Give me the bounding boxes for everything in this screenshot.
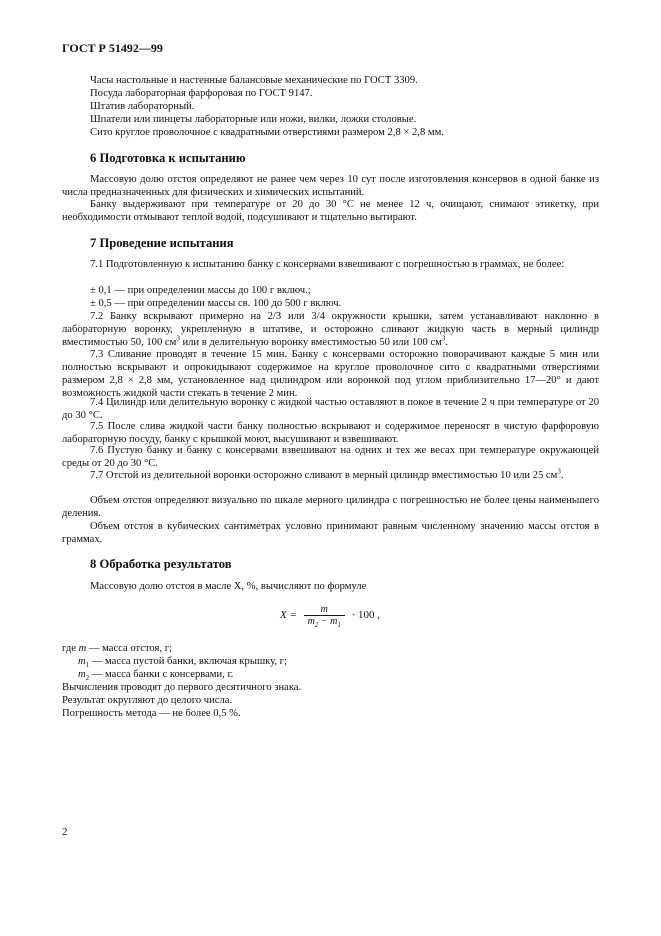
clause-7-4: 7.4 Цилиндр или делительную воронку с жидкой частью оставляют в покое в течение 2 ч при температуре от 20 до 30 °С. [62,397,599,421]
equipment-item: Часы настольные и настенные балансовые механические по ГОСТ 3309. [90,75,418,86]
clause-7-2 [62,310,599,349]
section-6-paragraph-2: Банку выдерживают при температуре от 20 до 30 °С не менее 12 ч, очищают, снимают этикетку, при необходимости отмывают теплой водой, подсушивают и тщательно вытирают. [62,199,599,223]
document-header: ГОСТ Р 51492—99 [62,41,163,55]
clause-7-7-text-a: 7.7 Отстой из делительной воронки осторожно сливают в мерный цилиндр вместимостью 10 или 25 см [90,470,558,481]
page-number: 2 [62,826,68,838]
clause-7-1-tolerance-b: ± 0,5 — при определении массы св. 100 до 500 г включ. [90,298,342,309]
formula-lhs: X = [280,609,297,622]
equipment-item: Шпатели или пинцеты лабораторные или ножи, вилки, ложки столовые. [90,114,417,125]
clause-7-9: Объем отстоя в кубических сантиметрах условно принимают равным численному значению массы отстоя в граммах. [62,521,599,545]
clause-7-3: 7.3 Сливание проводят в течение 15 мин. Банку с консервами осторожно поворачивают каждые 5 мин или полностью вскрывают и опрокидывают содержимое на круглое проволочное сито с квадратными отверстиями размером 2,8 × 2,8 мм, установленное над цилиндром или воронкой под углом приблизительно 17—20° и дают возможность жидкой части стекать в течение 2 мин. [62,349,599,399]
equipment-item: Сито круглое проволочное с квадратными отверстиями размером 2,8 × 2,8 мм. [90,127,444,138]
clause-7-5: 7.5 После слива жидкой части банку полностью вскрывают и содержимое переносят в чистую фарфоровую лабораторную посуду, банку с крышкой моют, высушивают и взвешивают. [62,421,599,445]
clause-7-1: 7.1 Подготовленную к испытанию банку с консервами взвешивают с погрешностью в граммах, не более: [90,259,565,270]
equipment-item: Штатив лабораторный. [90,101,195,112]
clause-7-7-text-b: . [560,470,564,481]
mass-fraction-formula [280,604,380,627]
section-8-title: 8 Обработка результатов [90,557,232,571]
clause-7-7 [62,469,599,482]
section-6-paragraph-1: Массовую долю отстоя определяют не ранее чем через 10 сут после изготовления консервов в одной банке из числа предназначенных для физических и химических испытаний. [62,174,599,198]
clause-7-8: Объем отстоя определяют визуально по шкале мерного цилиндра с погрешностью не более цены наименьшего деления. [62,495,599,519]
formula-fraction [304,604,345,627]
cubic-superscript: 3 [176,334,180,343]
variable-definitions [62,642,301,720]
clause-7-2-text-a: 7.2 Банку вскрывают примерно на 2/3 или 3/4 окружности крышки, затем устанавливают наклонно в лабораторную воронку, укрепленную в штативе, и осторожно сливают жидкую часть в мерный цилиндр вместимостью 50, 100 см [62,311,599,348]
formula-denominator: $m_2 - m_1$ [307,616,341,629]
equipment-item: Посуда лабораторная фарфоровая по ГОСТ 9147. [90,88,313,99]
rounding-note-2: Результат округляют до целого числа. [62,695,233,706]
cubic-superscript: 3 [557,467,561,476]
definition-m1: $m_1$ — масса пустой банки, включая крышку, г; [78,656,287,670]
cubic-superscript: 3 [441,334,446,343]
formula-numerator: m [304,604,345,616]
clause-7-2-text-c: . [445,337,448,348]
definition-m: где m — масса отстоя, г; [62,643,172,654]
section-6-title: 6 Подготовка к испытанию [90,151,246,165]
section-7-title: 7 Проведение испытания [90,236,234,250]
clause-7-6: 7.6 Пустую банку и банку с консервами взвешивают на одних и тех же весах при температуре окружающей среды от 20 до 30 °С. [62,445,599,469]
clause-7-1-tolerance-a: ± 0,1 — при определении массы до 100 г включ.; [90,285,311,296]
formula-rhs: · 100 , [351,609,381,622]
method-error-note: Погрешность метода — не более 0,5 %. [62,708,241,719]
definition-m2: $m_2$ — масса банки с консервами, г. [78,669,234,683]
clause-7-2-text-b: или в делительную воронку вместимостью 50 или 100 см [179,337,442,348]
section-8-intro: Массовую долю отстоя в масле X, %, вычисляют по формуле [90,581,367,592]
rounding-note-1: Вычисления проводят до первого десятичного знака. [62,682,302,693]
